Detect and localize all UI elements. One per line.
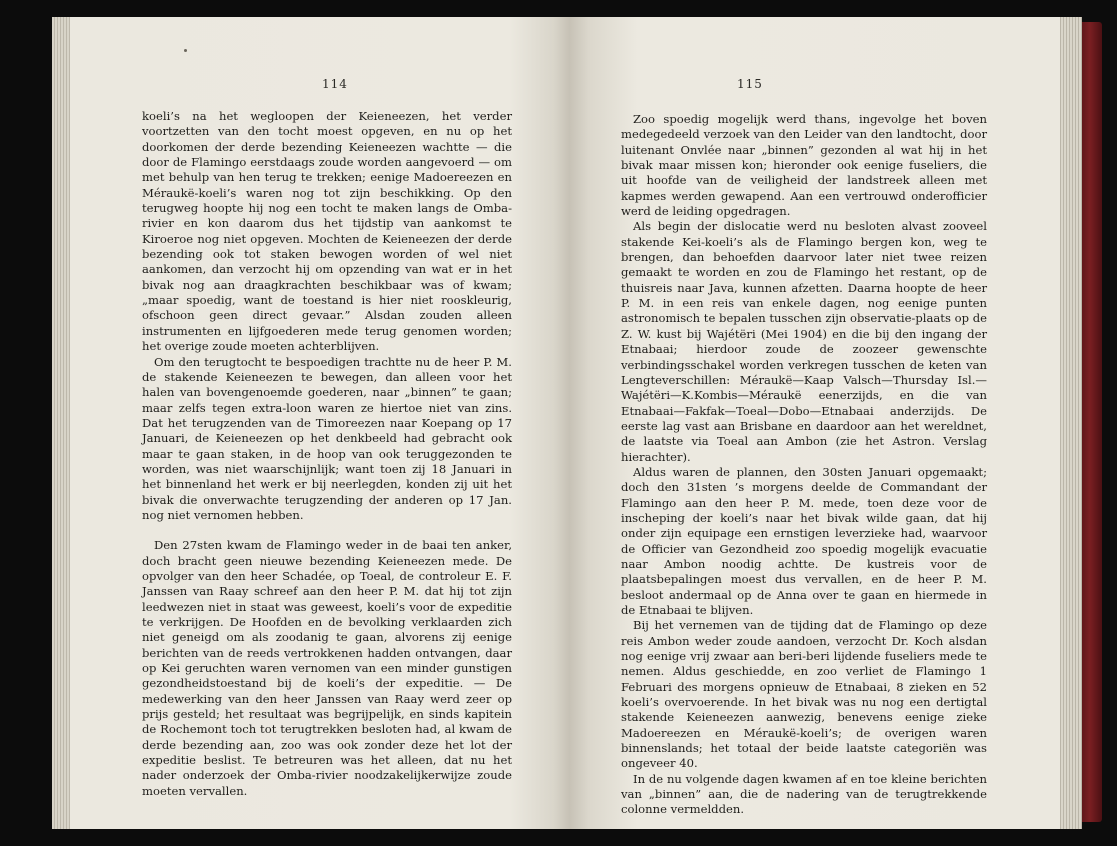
paragraph: In de nu volgende dagen kwamen af en toe kleine berichten van „binnen” aan, die de nadering van de terugtrekkende colonne vermeldden. (621, 771, 987, 817)
left-page-stack (52, 17, 72, 829)
page-number-left: 114 (322, 77, 348, 91)
paragraph: Bij het vernemen van de tijding dat de Flamingo op deze reis Ambon weder zoude aandoen, verzocht Dr. Koch alsdan nog eenige vrij zwaar aan beri-beri lijdende fuseliers mede te nemen. Aldus geschiedde, en zoo verliet de Flamingo 1 Februari des morgens opnieuw de Etnabaai, 8 zieken en 52 koeli’s overvoerende. In het bivak was nu nog een dertigtal stakende Keieneezen aanwezig, benevens eenige zieke Madoereezen en Méraukë-koeli’s; de overigen waren binnenslands; het totaal der beide laatste categoriën was ongeveer 40. (621, 618, 987, 771)
right-page-text (621, 112, 987, 818)
paragraph: Om den terugtocht te bespoedigen trachtte nu de heer P. M. de stakende Keieneezen te bewegen, dan alleen voor het halen van bovengenoemde goederen, naar „binnen” te gaan; maar zelfs tegen extra-loon waren ze hiertoe niet van zins. Dat het terugzenden van de Timoreezen naar Koepang op 17 Januari, de Keieneezen op het denkbeeld had gebracht ook maar te gaan staken, in de hoop van ook teruggezonden te worden, was niet waarschijnlijk; want toen zij 18 Januari in het binnenland het werk er bij neerlegden, konden zij uit het bivak die onverwachte terugzending der anderen op 17 Jan. nog niet vernomen hebben. (142, 354, 512, 522)
book-cover-edge (1080, 22, 1102, 822)
paragraph: Den 27sten kwam de Flamingo weder in de baai ten anker, doch bracht geen nieuwe bezending Keieneezen mede. De opvolger van den heer Schadée, op Toeal, de controleur E. F. Janssen van Raay schreef aan den heer P. M. dat hij tot zijn leedwezen niet in staat was geweest, koeli’s voor de expeditie te verkrijgen. De Hoofden en de bevolking verklaarden zich niet geneigd om als zoodanig te gaan, alvorens zij eenige berichten van de reeds vertrokkenen hadden ontvangen, daar op Kei geruchten waren vernomen van een minder gunstigen gezondheidstoestand bij de koeli’s der expeditie. — De medewerking van den heer Janssen van Raay werd zeer op prijs gesteld; het resultaat was begrijpelijk, en sinds kapitein de Rochemont toch tot terugtrekken besloten had, al kwam de derde bezending aan, zoo was ook zonder deze het lot der expeditie beslist. Te betreuren was het alleen, dat nu het nader onderzoek der Omba-rivier noodzakelijkerwijze zoude moeten vervallen. (142, 538, 512, 798)
paragraph: koeli’s na het wegloopen der Keieneezen, het verder voortzetten van den tocht moest opgeven, en nu op het doorkomen der derde bezending Keieneezen wachtte — die door de Flamingo eerstdaags zoude worden aangevoerd — om met behulp van hen terug te trekken; eenige Madoereezen en Méraukë-koeli’s waren nog tot zijn beschikking. Op den terugweg hoopte hij nog een tocht te maken langs de Omba-rivier en kon daarom dus het tijdstip van aankomst te Kiroeroe nog niet opgeven. Mochten de Keieneezen der derde bezending ook tot staken bewogen worden of wel niet aankomen, dan verzocht hij om opzending van wat er in het bivak nog aan draagkrachten beschikbaar was of kwam; „maar spoedig, want de toestand is hier niet rooskleurig, ofschoon geen direct gevaar.” Alsdan zouden alleen instrumenten en lijfgoederen mede terug genomen worden; het overige zoude moeten achterblijven. (142, 109, 512, 354)
right-page (569, 17, 1060, 829)
left-page (70, 17, 569, 829)
paragraph: Zoo spoedig mogelijk werd thans, ingevolge het boven medegedeeld verzoek van den Leider van den landtocht, door luitenant Onvlée naar „binnen” gezonden al wat hij in het bivak maar missen kon; hieronder ook eenige fuseliers, die uit hoofde van de veiligheid der landstreek alleen met kapmes werden gewapend. Aan een vertrouwd onderofficier werd de leiding opgedragen. (621, 112, 987, 219)
paragraph: Als begin der dislocatie werd nu besloten alvast zooveel stakende Kei-koeli’s als de Flamingo bergen kon, weg te brengen, dan behoefden daarvoor later niet twee reizen gemaakt te worden en zou de Flamingo het restant, op de thuisreis naar Java, kunnen afzetten. Daarna hoopte de heer P. M. in een reis van enkele dagen, nog eenige punten astronomisch te bepalen tusschen zijn observatie-plaats op de Z. W. kust bij Wajétëri (Mei 1904) en die bij den ingang der Etnabaai; hierdoor zoude de zoozeer gewenschte verbindingsschakel worden verkregen tusschen de keten van Lengteverschillen: Méraukë—Kaap Valsch—Thursday Isl.—Wajétëri—K.Kombis—Méraukë eenerzijds, en die van Etnabaai—Fakfak—Toeal—Dobo—Etnabaai anderzijds. De eerste lag vast aan Brisbane en daardoor aan het wereldnet, de laatste via Toeal aan Ambon (zie het Astron. Verslag hierachter). (621, 219, 987, 464)
left-page-text (142, 109, 512, 799)
page-number-right: 115 (737, 77, 763, 91)
paragraph: Aldus waren de plannen, den 30sten Januari opgemaakt; doch den 31sten ’s morgens deelde de Commandant der Flamingo aan den heer P. M. mede, toen deze voor de inscheping der koeli’s naar het bivak wilde gaan, dat hij onder zijn equipage een ernstigen leverzieke had, waarvoor de Officier van Gezondheid zoo spoedig mogelijk evacuatie naar Ambon noodig achtte. De kustreis voor de plaatsbepalingen moest dus vervallen, en de heer P. M. besloot andermaal op de Anna over te gaan en hiermede in de Etnabaai te blijven. (621, 464, 987, 617)
right-page-stack (1058, 17, 1082, 829)
speck-mark (184, 49, 187, 52)
